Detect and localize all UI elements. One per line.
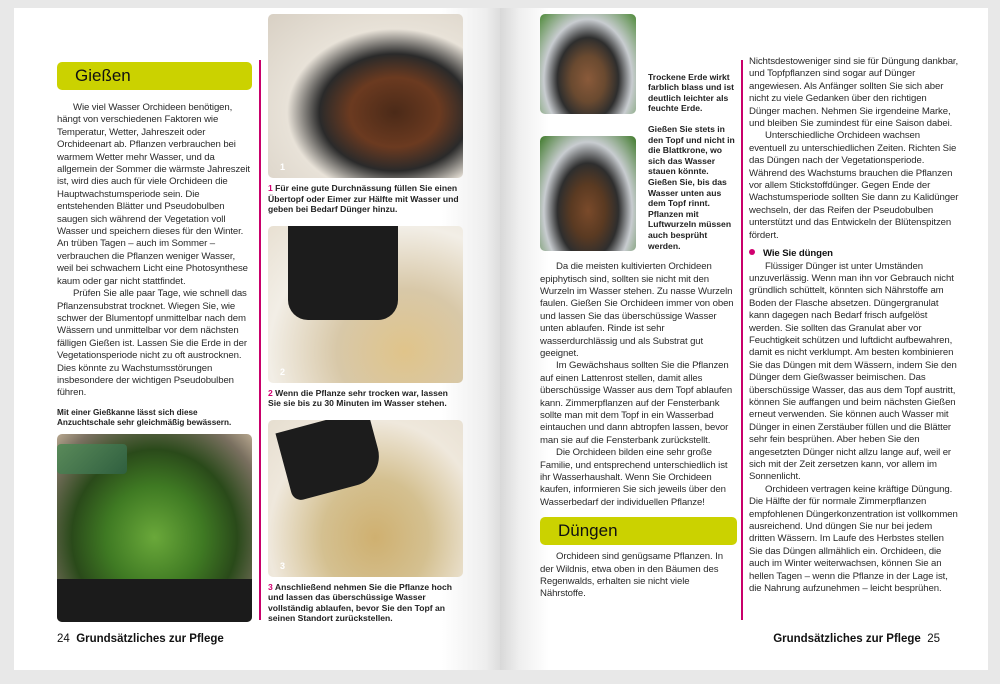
paragraph: Orchideen vertragen keine kräftige Düngung. Die Hälfte der für normale Zimmerpflanzen empfohlenen Düngerkonzentration ist vollkommen ausreichend. Und düngen Sie nur bei jedem dritten Wässern. Im Laufe des Herbstes stellen Sie das Düngen allmählich ein. Orchideen, die auch im Winter weiterwachsen, können Sie an hellen Tagen – wenn die Pflanze in der Lage ist, die Nahrung aufzunehmen – leicht besprühen. <box>749 483 958 595</box>
body-text-duengen <box>540 551 737 601</box>
section-heading-giessen <box>57 62 252 90</box>
watering-can <box>57 444 127 474</box>
step-text: Anschließend nehmen Sie die Pflanze hoch und lassen das überschüssige Wasser vollständig ablaufen, bevor Sie den Topf an seinen Standort zurückstellen. <box>268 581 453 624</box>
paragraph: Nichtsdestoweniger sind sie für Düngung dankbar, und Topfpflanzen sind sogar auf Dünger angewiesen. Als Anfänger sollten Sie sich aber nicht zu viele Gedanken über den richtigen Dünger machen. Nehmen Sie irgendeine Marke, und bleiben Sie zumindest für eine Saison dabei. <box>749 56 959 130</box>
moist-soil-photo <box>540 136 636 251</box>
subheading-wie-sie-duengen <box>749 248 959 260</box>
body-text-column-2 <box>749 56 959 595</box>
steps-column <box>268 14 463 624</box>
paragraph: Da die meisten kultivierten Orchideen epiphytisch sind, sollten sie nicht mit den Wurzeln im Wasser stehen. Zu nasse Wurzeln faulen. Gießen Sie Orchideen immer von oben und lassen Sie das überschüssige Wasser unten ablaufen. Rinde ist sehr wasserdurchlässig und als Substrat gut geeignet. <box>540 261 734 359</box>
step-2-caption <box>268 388 463 409</box>
divider-line <box>259 60 261 620</box>
pot <box>288 226 398 320</box>
paragraph: Im Gewächshaus sollten Sie die Pflanzen auf einen Lattenrost stellen, damit alles überschüssige Wasser aus dem Topf ablaufen kann. Zimmerpflanzen auf der Fensterbank sollte man mit dem Topf in ein Wasserbad eintauchen und dann abtropfen lassen, bevor man sie auf die Fensterbank zurückstellt. <box>540 360 733 446</box>
dry-soil-caption: Trockene Erde wirkt farblich blass und ist deutlich leichter als feuchte Erde. <box>648 71 734 114</box>
left-footer <box>57 633 224 645</box>
photo-row-dry <box>540 14 737 114</box>
step-2-photo <box>268 226 463 383</box>
paragraph: Die Orchideen bilden eine sehr große Familie, und entsprechend unterschiedlich ist ihr Wasserhaushalt. Wenn Sie Orchideen kaufen, informieren Sie sich jeweils über den Wasserbedarf der individuellen Pflanze! <box>540 447 728 508</box>
page-number: 25 <box>927 633 940 645</box>
paragraph: Wie viel Wasser Orchideen benötigen, hängt von verschiedenen Faktoren wie Temperatur, Wetter, Jahreszeit oder Orchideenart ab. Pflanzen verbrauchen bei warmem Wetter mehr Wasser, und da allgemein der Sommer die wärmste Jahreszeit ist, wird dies auch für viele Orchideen die Hauptwachstumsperiode sein. Die entstehenden Blätter und Pseudobulben saugen sich während der Vegetation voll Wasser und speichern dieses für den Winter. An trüben Tagen – auch im Sommer – verbrauchen die Pflanzen weniger Wasser, weil bei schwachem Licht eine Photosynthese kaum oder gar nicht stattfindet. <box>57 102 250 287</box>
step-text: Wenn die Pflanze sehr trocken war, lassen Sie sie bis zu 30 Minuten im Wasser stehen. <box>268 387 448 409</box>
body-text-giessen <box>57 102 252 400</box>
section-heading-duengen <box>540 517 737 545</box>
right-column-1 <box>540 14 737 654</box>
heading-text: Düngen <box>558 521 618 541</box>
page-number: 24 <box>57 633 70 645</box>
step-number: 1 <box>268 183 273 193</box>
step-3-caption <box>268 582 463 624</box>
right-column-2 <box>749 56 959 626</box>
seed-tray <box>57 579 252 622</box>
step-1-photo <box>268 14 463 178</box>
step-text: Für eine gute Durchnässung füllen Sie einen Übertopf oder Eimer zur Hälfte mit Wasser und geben bei Bedarf Dünger hinzu. <box>268 183 459 215</box>
heading-text: Gießen <box>75 66 131 85</box>
divider-line <box>741 60 743 620</box>
dry-soil-photo <box>540 14 636 114</box>
pot <box>275 420 385 502</box>
watering-can-photo <box>57 434 252 622</box>
photo-number: 3 <box>280 560 286 571</box>
step-3-photo <box>268 420 463 577</box>
bullet-icon <box>749 249 755 255</box>
step-number: 3 <box>268 581 273 592</box>
photo-number: 2 <box>280 366 286 377</box>
step-number: 2 <box>268 387 273 398</box>
paragraph: Flüssiger Dünger ist unter Umständen unzuverlässig. Wenn man ihn vor Gebrauch nicht gründlich schüttelt, könnten sich Nährstoffe am Boden der Flasche absetzen. Düngergranulat kann dagegen nach Bedarf frisch aufgelöst werden. Sie sollten das Granulat aber vor Feuchtigkeit schützen und luftdicht aufbewahren, damit es nicht verklumpt. Am besten kombinieren Sie das Düngen mit dem Wässern, indem Sie den Dünger dem Gießwasser beimischen. Das überschüssige Wasser, das aus dem Topf austritt, können Sie auffangen und beim nächsten Gießen erneut verwenden. Sie können auch Wasser mit Dünger in einen Zerstäuber füllen und die Blätter sehr fein besprühen. Aber heben Sie den angesetzten Dünger nicht allzu lange auf, weil er sich mit der Zeit zersetzen kann, vor allem im Sonnenlicht. <box>749 260 957 483</box>
paragraph: Orchideen sind genügsame Pflanzen. In der Wildnis, etwa oben in den Bäumen des Regenwalds, erhalten sie nicht viele Nährstoffe. <box>540 551 723 600</box>
subheading-text: Wie Sie düngen <box>763 248 833 260</box>
left-text-column <box>57 62 252 622</box>
step-1-caption <box>268 183 463 215</box>
right-footer <box>773 633 940 645</box>
watering-can-caption: Mit einer Gießkanne lässt sich diese Anzuchtschale sehr gleichmäßig bewässern. <box>57 407 232 428</box>
body-text-column-1 <box>540 261 737 509</box>
photo-number: 1 <box>280 162 286 172</box>
footer-title: Grundsätzliches zur Pflege <box>76 633 224 645</box>
footer-title: Grundsätzliches zur Pflege <box>773 633 921 645</box>
watering-tip-caption: Gießen Sie stets in den Topf und nicht in die Blattkrone, wo sich das Wasser stauen könnte. Gießen Sie, bis das Wasser unten aus dem Topf rinnt. Pflanzen mit Luftwurzeln müssen auch besprüht werden. <box>648 124 735 251</box>
paragraph: Unterschiedliche Orchideen wachsen eventuell zu unterschiedlichen Zeiten. Richten Sie das Düngen nach der Vegetationsperiode. Während des Wachstums brauchen die Pflanzen vor allem Stickstoffdünger. Gegen Ende der Wachstumsperiode sollten Sie dann zu Kalidünger wechseln, der das Reifen der Pseudobulben unterstützt und das Entwickeln der Blütenspitzen fördert. <box>749 130 959 241</box>
paragraph: Prüfen Sie alle paar Tage, wie schnell das Pflanzensubstrat trocknet. Wiegen Sie, wie schwer der Blumentopf unmittelbar nach dem Wässern und unmittelbar vor dem nächsten fälligen Gießen ist. Lassen Sie die Erde in der Vegetationsperiode nicht zu oft austrocknen. Dies könnte zu Wachstumsstörungen insbesondere der wichtigen Pseudobulben führen. <box>57 288 247 399</box>
photo-row-moist <box>540 124 737 251</box>
